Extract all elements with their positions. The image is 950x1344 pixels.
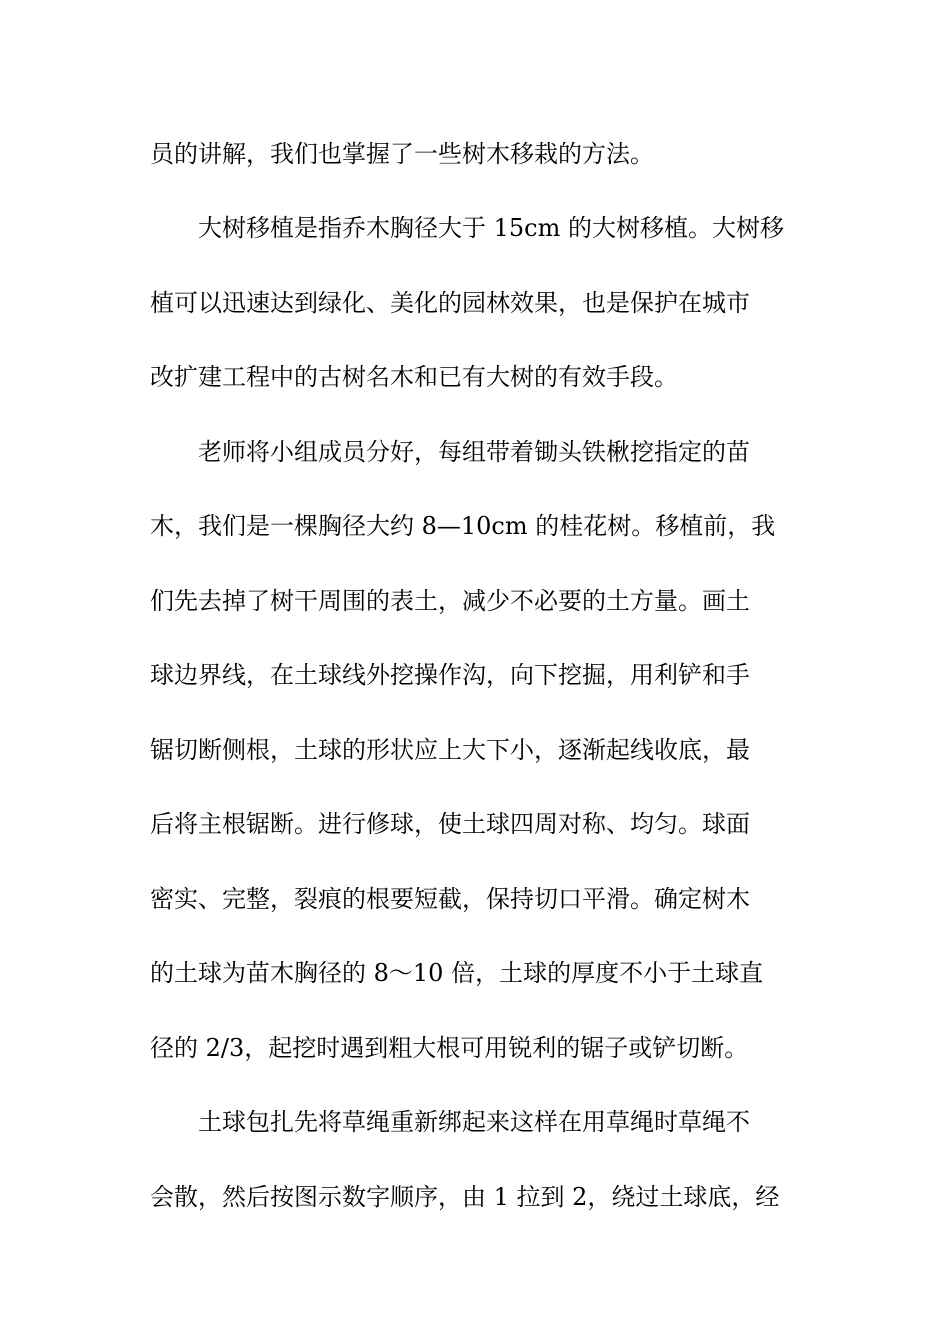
text-line: 后将主根锯断。进行修球，使土球四周对称、均匀。球面 (150, 810, 750, 838)
text-line: 径的 2/3，起挖时遇到粗大根可用锐利的锯子或铲切断。 (150, 1034, 749, 1062)
text-line: 们先去掉了树干周围的表土，减少不必要的土方量。画土 (150, 587, 750, 615)
text-line: 员的讲解，我们也掌握了一些树木移栽的方法。 (150, 140, 654, 168)
text-line: 老师将小组成员分好，每组带着锄头铁楸挖指定的苗 (150, 438, 750, 466)
text-line: 改扩建工程中的古树名木和已有大树的有效手段。 (150, 363, 678, 391)
text-line: 锯切断侧根，土球的形状应上大下小，逐渐起线收底，最 (150, 736, 750, 764)
text-line: 大树移植是指乔木胸径大于 15cm 的大树移植。大树移 (150, 214, 784, 242)
text-line: 球边界线，在土球线外挖操作沟，向下挖掘，用利铲和手 (150, 661, 750, 689)
text-line: 土球包扎先将草绳重新绑起来这样在用草绳时草绳不 (150, 1108, 750, 1136)
text-line: 密实、完整，裂痕的根要短截，保持切口平滑。确定树木 (150, 885, 750, 913)
text-line: 的土球为苗木胸径的 8～10 倍，土球的厚度不小于土球直 (150, 959, 764, 987)
text-line: 植可以迅速达到绿化、美化的园林效果，也是保护在城市 (150, 289, 750, 317)
text-line: 会散，然后按图示数字顺序，由 1 拉到 2，绕过土球底，经 (150, 1183, 780, 1211)
text-line: 木，我们是一棵胸径大约 8—10cm 的桂花树。移植前，我 (150, 512, 776, 540)
